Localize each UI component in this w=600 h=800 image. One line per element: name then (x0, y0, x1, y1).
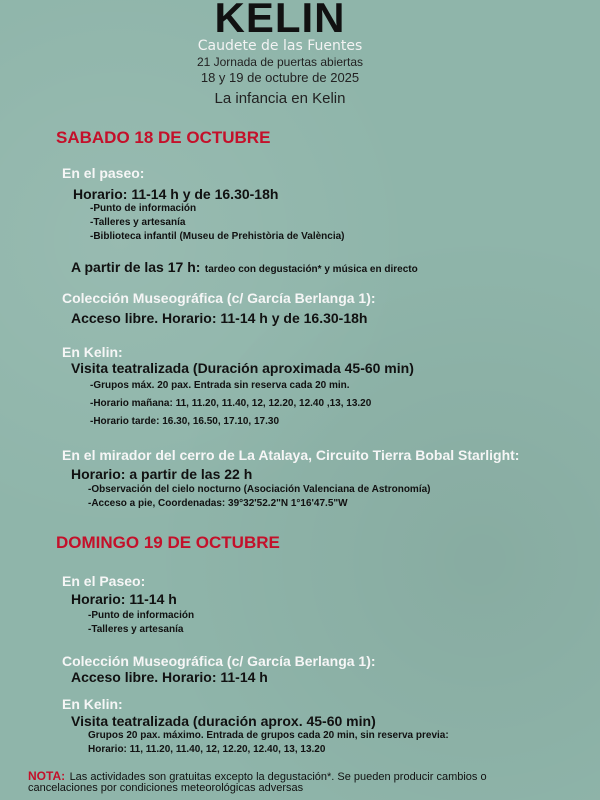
sun-kelin-visita: Visita teatralizada (duración aprox. 45-60 min) (71, 713, 376, 729)
sat-paseo-item: -Talleres y artesanía (90, 217, 186, 228)
sun-kelin-item: Grupos 20 pax. máximo. Entrada de grupos cada 20 min, sin reserva previa: (88, 730, 449, 741)
nota-text-1: Las actividades son gratuitas excepto la degustación*. Se pueden producir cambios o (69, 771, 487, 783)
nota-label: NOTA: (28, 769, 66, 783)
sun-kelin-item: Horario: 11, 11.20, 11.40, 12, 12.20, 12.40, 13, 13.20 (88, 744, 326, 755)
saturday-heading: SABADO 18 DE OCTUBRE (56, 128, 271, 147)
sat-mirador-item: -Acceso a pie, Coordenadas: 39°32'52.2"N 1°16'47.5"W (88, 498, 348, 509)
sat-paseo-item: -Biblioteca infantil (Museu de Prehistòria de València) (90, 231, 345, 242)
sat-paseo-horario: Horario: 11-14 h y de 16.30-18h (73, 186, 279, 202)
sun-paseo-item: -Punto de información (88, 610, 195, 621)
sat-afternoon-time: A partir de las 17 h: (71, 259, 201, 275)
theme-text: La infancia en Kelin (214, 90, 346, 107)
sun-kelin-label: En Kelin: (62, 696, 123, 712)
sat-paseo-label: En el paseo: (62, 165, 145, 181)
sat-kelin-item: -Grupos máx. 20 pax. Entrada sin reserva cada 20 min. (90, 380, 350, 391)
sat-mirador-horario: Horario: a partir de las 22 h (71, 466, 253, 482)
sat-afternoon-desc: tardeo con degustación* y música en directo (204, 264, 418, 275)
sat-coleccion-label: Colección Museográfica (c/ García Berlanga 1): (62, 290, 376, 306)
sat-kelin-label: En Kelin: (62, 344, 123, 360)
page-title: KELIN (214, 0, 346, 41)
nota-text-2: cancelaciones por condiciones meteorológicas adversas (28, 782, 304, 794)
sat-kelin-item: -Horario tarde: 16.30, 16.50, 17.10, 17.30 (90, 416, 279, 427)
sat-mirador-label: En el mirador del cerro de La Atalaya, Circuito Tierra Bobal Starlight: (62, 447, 520, 463)
sun-paseo-horario: Horario: 11-14 h (71, 591, 177, 607)
dates-text: 18 y 19 de octubre de 2025 (200, 70, 360, 85)
sun-coleccion-acceso: Acceso libre. Horario: 11-14 h (71, 669, 268, 685)
sat-kelin-item: -Horario mañana: 11, 11.20, 11.40, 12, 12.20, 12.40 ,13, 13.20 (90, 398, 372, 409)
sun-paseo-label: En el Paseo: (62, 573, 146, 589)
sat-coleccion-acceso: Acceso libre. Horario: 11-14 h y de 16.30-18h (71, 310, 368, 326)
sun-coleccion-label: Colección Museográfica (c/ García Berlanga 1): (62, 653, 376, 669)
subtitle: Caudete de las Fuentes (197, 38, 363, 54)
sat-kelin-visita: Visita teatralizada (Duración aproximada 45-60 min) (71, 360, 414, 376)
sat-mirador-item: -Observación del cielo nocturno (Asociación Valenciana de Astronomía) (88, 484, 431, 495)
sun-paseo-item: -Talleres y artesanía (88, 624, 184, 635)
edition-text: 21 Jornada de puertas abiertas (196, 55, 364, 69)
sunday-heading: DOMINGO 19 DE OCTUBRE (56, 533, 280, 552)
sat-afternoon-line (71, 259, 418, 277)
sat-paseo-item: -Punto de información (90, 203, 197, 214)
